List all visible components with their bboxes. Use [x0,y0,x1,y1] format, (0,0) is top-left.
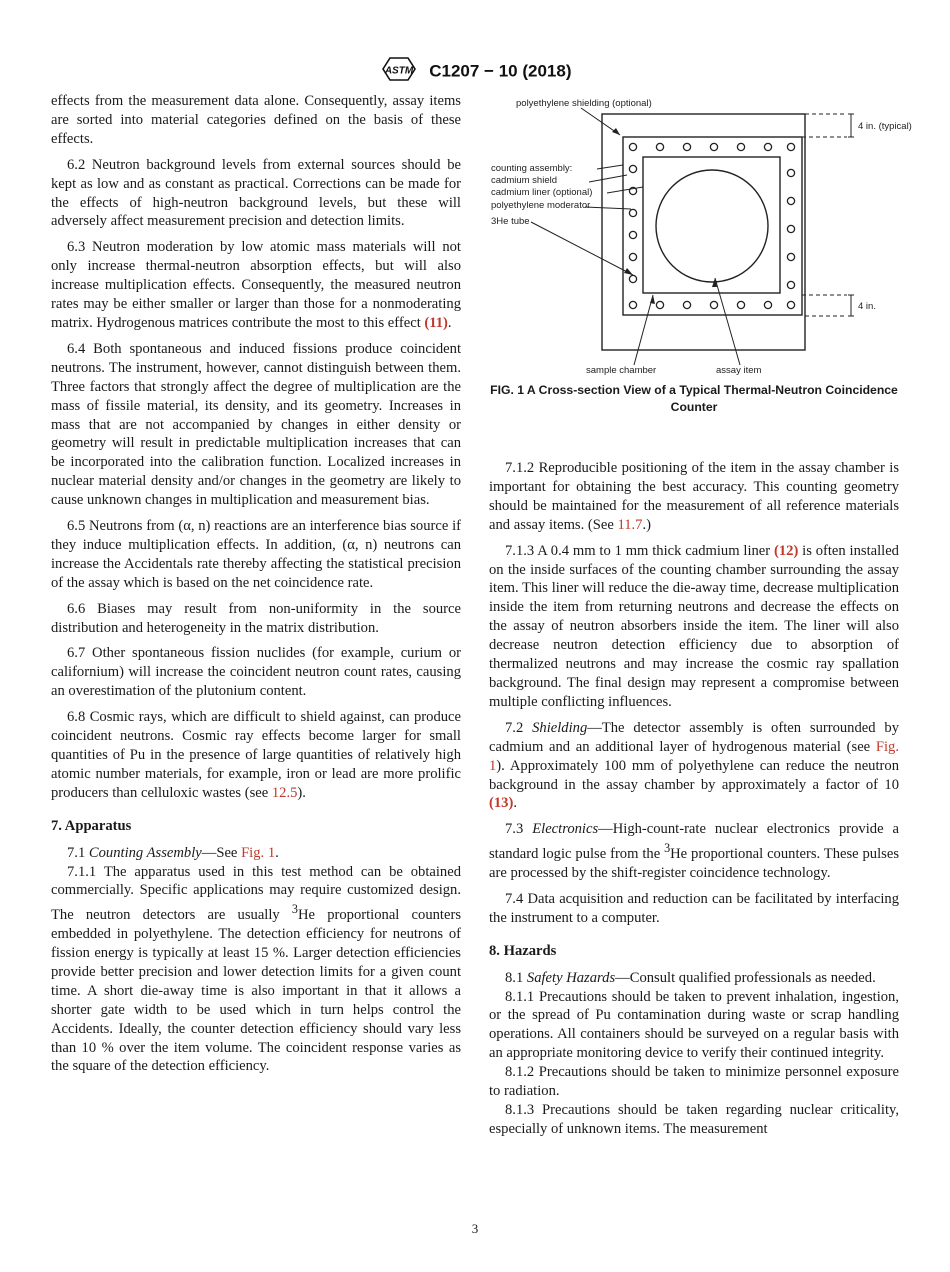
label-4in-typical: 4 in. (typical) [858,121,912,132]
he3-tube-array [629,143,794,308]
label-sample-chamber: sample chamber [586,365,657,376]
fig-1-link-2[interactable]: Fig. 1 [489,738,899,774]
paragraph-6-8: 6.8 Cosmic rays, which are difficult to shield against, can produce coincident neutrons. Cosmic ray effects become larger for small quantities of Pu in the presence of large quantities of relatively high atomic number materials, for example, iron or lead are more prolific producers than celluloxic wastes (see 12.5). [51,709,461,801]
label-polyethylene-shielding: polyethylene shielding (optional) [516,98,652,109]
figure-1-caption: FIG. 1 A Cross-section View of a Typical Thermal-Neutron Coincidence Counter [490,383,898,414]
paragraph-8-1-3: 8.1.3 Precautions should be taken regarding nuclear criticality, especially of unknown items. The measurement [489,1101,899,1137]
sample-chamber-outline [643,157,780,293]
paragraph-7-1-2: 7.1.2 Reproducible positioning of the item in the assay chamber is important for obtaining the best accuracy. This counting geometry should be maintained for the measurement of all reference materials and assay items. (See 11.7.) [489,460,899,533]
paragraph-8-1-1: 8.1.1 Precautions should be taken to prevent inhalation, ingestion, or the spread of Pu contamination during waste or scrap handling operations. All containers should be surveyed on a regular basis with an appropriate monitoring device to verify their continued integrity. [489,988,899,1062]
paragraph-continuation: effects from the measurement data alone. Consequently, assay items are sorted into material categories defined on the basis of these effects. [51,93,461,147]
paragraph-7-4: 7.4 Data acquisition and reduction can be facilitated by interfacing the instrument to a computer. [489,890,899,926]
reference-12-link[interactable]: (12) [773,542,799,559]
assay-item-circle [656,170,768,282]
paragraph-7-1-1: 7.1.1 The apparatus used in this test method can be obtained commercially. Specific applications may require customized design. The neutron detectors are usually $^3$He proportional counters embedded in polyethylene. The detection efficiency for neutrons of fission energy is typically at least 15 %. Larger detection efficiencies provide better precision and lower detection limits for a given count time. A short die-away time is also important in that it allows a shorter gate width to be used which in turn helps control the Accidents. Ideally, the counter detection efficiency should vary less than 10 % over the item volume. The coincident response varies as the square of the detection efficiency. [51,863,461,1075]
paragraph-8-1: 8.1 Safety Hazards—Consult qualified professionals as needed. [505,969,876,986]
document-code: C1207 − 10 (2018) [429,61,572,81]
paragraph-6-5: 6.5 Neutrons from (α, n) reactions are an interference bias source if they induce multiplication effects. In addition, (α, n) neutrons can increase the Accidentals rate thereby affecting the statistical precision of the assay which is based on the net coincidence rate. [51,518,461,591]
section-7-heading: 7. Apparatus [51,817,132,834]
figure-1-diagram [489,95,919,385]
dimension-brackets [848,114,854,316]
paragraph-7-3: 7.3 Electronics—High-count-rate nuclear electronics provide a standard logic pulse from the $^3$He proportional counters. These pulses are processed by the shift-register coincidence technology. [489,821,900,881]
counter-cross-section-svg [489,95,919,380]
label-4in: 4 in. [858,301,876,312]
reference-13-link[interactable]: (13) [489,795,514,812]
label-cadmium-shield: cadmium shield [491,175,557,186]
section-8-heading: 8. Hazards [489,942,557,959]
section-12-5-link[interactable]: 12.5 [271,784,298,801]
paragraph-6-7: 6.7 Other spontaneous fission nuclides (for example, curium or californium) will increase the coincident neutron count rates, causing an overestimation of the plutonium content. [51,645,461,700]
label-assay-item: assay item [716,365,762,376]
astm-logo-text: ASTM [384,65,413,77]
label-leader-lines [531,108,740,365]
left-column [51,92,461,1083]
right-column [489,459,899,1139]
paragraph-6-3: 6.3 Neutron moderation by low atomic mass materials will not only increase thermal-neutron absorption effects, but will also increase multiplication effects. Consequently, the measured neutron rates may be either smaller or larger than those for a nonmoderating matrix. Hydrogenous matrices contribute the most to this effect (11). [51,239,461,331]
label-he3-tube: 3He tube [491,216,530,227]
paragraph-6-2: 6.2 Neutron background levels from external sources should be kept as low and as constant as practical. Corrections can be made for the effects of high-neutron background levels, but these will adversely affect measurement precision and detection limits. [51,156,461,230]
paragraph-8-1-2: 8.1.2 Precautions should be taken to minimize personnel exposure to radiation. [489,1064,899,1100]
reference-11-link[interactable]: (11) [424,314,448,331]
leader-arrowheads [612,128,717,304]
page-number: 3 [471,1221,479,1236]
label-counting-assembly: counting assembly: [491,163,573,174]
paragraph-7-1-3: 7.1.3 A 0.4 mm to 1 mm thick cadmium liner (12) is often installed on the inside surfaces of the counting chamber surrounding the assay item. This liner will reduce the die-away time, decrease multiplication inside the item from returning neutrons and decrease the effects on the assay of neutron absorbers inside the item. The liner will also decrease neutron detection efficiency due to absorption of thermalized neutrons and may increase the cosmic ray spallation background. The final design may represent a compromise between multiple conflicting influences. [489,542,899,710]
section-11-7-link[interactable]: 11.7 [617,516,643,533]
paragraph-6-4: 6.4 Both spontaneous and induced fissions produce coincident neutrons. The instrument, however, cannot distinguish between them. Three factors that strongly affect the degree of multiplication are the mass of fissile material, its density, and its geometry. Increases in mass that are not accompanied by changes in either density or geometry will result in predictable multiplication increases that can be incorporated into the calibration function. Localized increases in nuclear material density and/or changes in the geometry are likely to cause unknown changes in multiplication and measurement bias. [51,340,461,509]
page-header [0,56,950,87]
paragraph-7-1: 7.1 Counting Assembly—See Fig. 1. [67,844,279,861]
paragraph-6-6: 6.6 Biases may result from non-uniformity in the source distribution and heterogeneity in the matrix distribution. [51,600,461,636]
paragraph-7-2: 7.2 Shielding—The detector assembly is often surrounded by cadmium and an additional layer of hydrogenous material (see Fig. 1). Approximately 100 mm of polyethylene can reduce the neutron background in the assay chamber by approximately a factor of 10 (13). [489,719,900,812]
counting-assembly-outline [623,137,802,315]
astm-logo-icon [379,56,419,87]
dimension-lines [802,114,847,316]
fig-1-link[interactable]: Fig. 1 [241,844,276,861]
label-cadmium-liner: cadmium liner (optional) [491,187,593,198]
label-polyethylene-moderator: polyethylene moderator [491,200,591,211]
